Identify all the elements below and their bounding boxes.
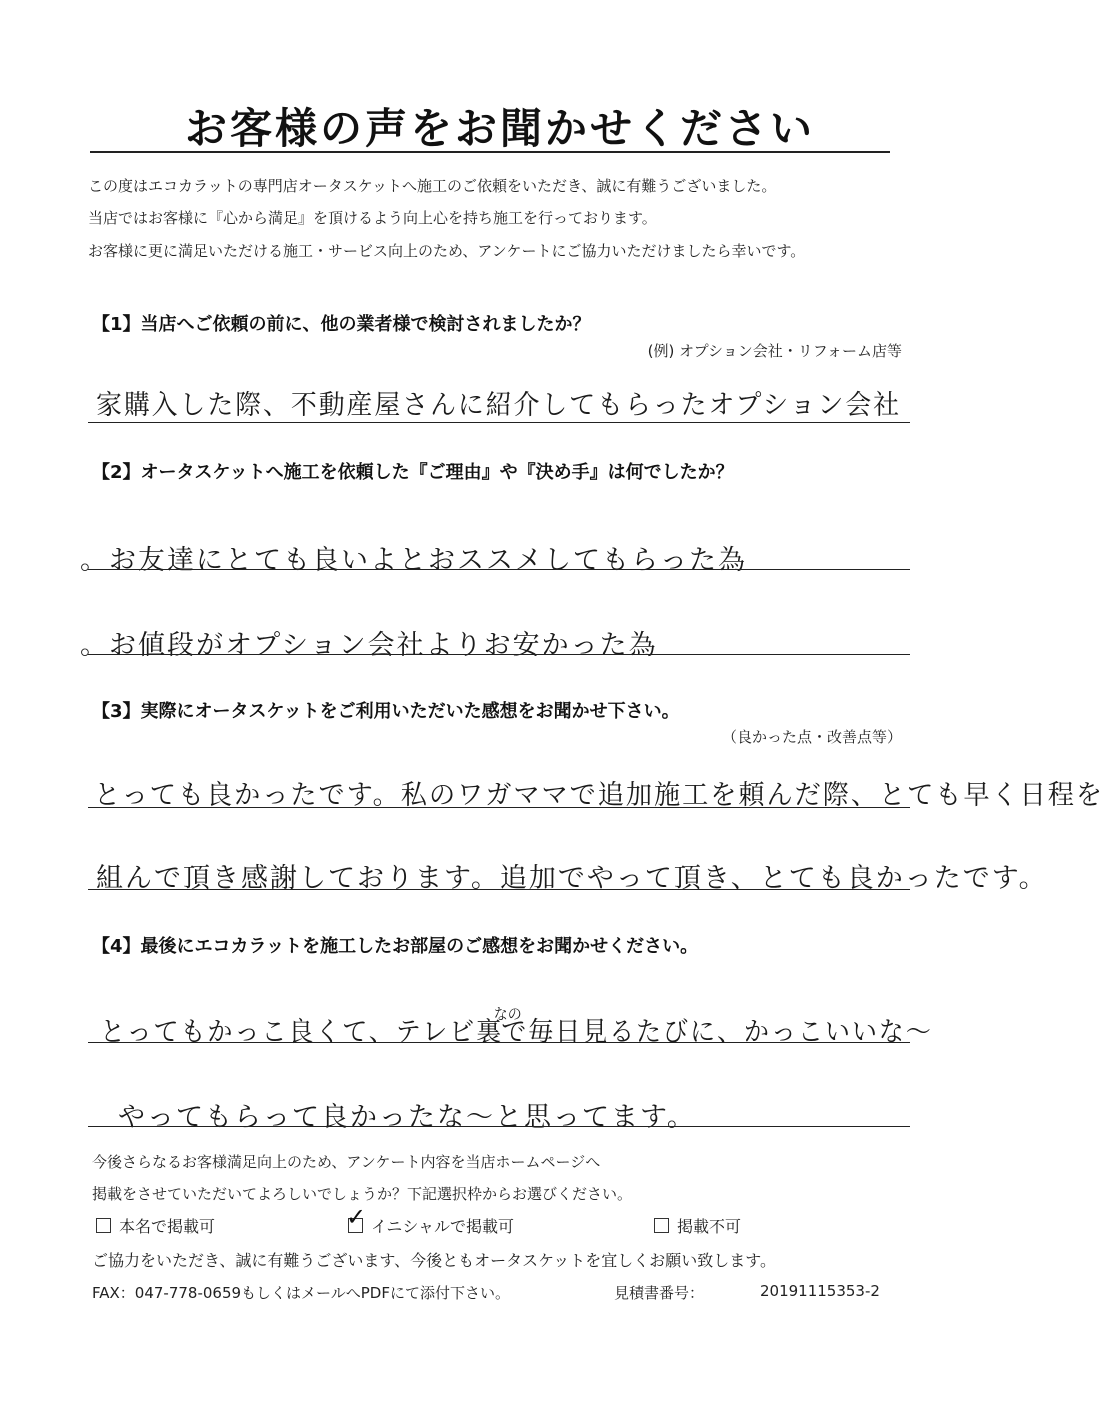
answer-4-insert: なの — [493, 1005, 522, 1023]
question-1-example: (例) オプション会社・リフォーム店等 — [647, 342, 902, 360]
option-initials-label: イニシャルで掲載可 — [371, 1217, 515, 1236]
check-mark-icon: ✓ — [346, 1203, 367, 1231]
checkbox-no-publish[interactable] — [654, 1218, 669, 1233]
title-underline — [90, 151, 890, 153]
option-no-publish[interactable] — [654, 1214, 741, 1237]
question-3: 【3】実際にオータスケットをご利用いただいた感想をお聞かせ下さい。 — [92, 701, 680, 722]
answer-1-rule — [88, 422, 910, 423]
fax-info: FAX：047-778-0659もしくはメールへPDFにて添付下さい。 — [92, 1284, 510, 1302]
estimate-number: 20191115353-2 — [760, 1282, 880, 1300]
answer-2-line-2: 。お値段がオプション会社よりお安かった為 — [80, 630, 658, 661]
intro-line-2: 当店ではお客様に『心から満足』を頂けるよう向上心を持ち施工を行っております。 — [88, 209, 657, 227]
question-1: 【1】当店へご依頼の前に、他の業者様で検討されましたか？ — [92, 314, 591, 335]
answer-4-rule-1 — [88, 1042, 910, 1043]
checkbox-real-name[interactable] — [96, 1218, 111, 1233]
estimate-label: 見積書番号： — [614, 1284, 705, 1302]
answer-4-line-1-part-b: で毎日見るたびに、かっこいいな～ — [501, 1017, 933, 1048]
intro-line-1: この度はエコカラットの専門店オータスケットへ施工のご依頼をいただき、誠に有難うございました。 — [88, 177, 777, 195]
thanks-text: ご協力をいただき、誠に有難うございます、今後ともオータスケットを宜しくお願い致します。 — [92, 1251, 777, 1270]
option-real-name[interactable] — [96, 1214, 215, 1237]
answer-3-rule-1 — [88, 807, 910, 808]
question-2: 【2】オータスケットへ施工を依頼した『ご理由』や『決め手』は何でしたか？ — [92, 462, 734, 483]
checkbox-initials[interactable] — [346, 1203, 367, 1233]
page-title: お客様の声をお聞かせください — [184, 104, 815, 153]
answer-4-line-1-part-a: とってもかっこ良くて、テレビ裏 — [100, 1017, 504, 1048]
consent-line-2: 掲載をさせていただいてよろしいでしょうか？下記選択枠からお選びください。 — [92, 1185, 633, 1203]
consent-line-1: 今後さらなるお客様満足向上のため、アンケート内容を当店ホームページへ — [92, 1153, 601, 1171]
intro-line-3: お客様に更に満足いただける施工・サービス向上のため、アンケートにご協力いただけましたら幸いです。 — [88, 242, 806, 260]
option-real-name-label: 本名で掲載可 — [119, 1217, 216, 1236]
answer-3-line-1: とっても良かったです。私のワガママで追加施工を頼んだ際、とても早く日程を — [94, 780, 1104, 811]
option-initials[interactable] — [346, 1203, 515, 1237]
answer-3-line-2: 組んで頂き感謝しております。追加でやって頂き、とても良かったです。 — [96, 863, 1048, 894]
answer-4-line-1 — [100, 1005, 933, 1049]
answer-2-rule-1 — [88, 569, 910, 570]
question-3-example: （良かった点・改善点等） — [721, 728, 902, 746]
answer-4-rule-2 — [88, 1126, 910, 1127]
answer-3-rule-2 — [88, 889, 910, 890]
answer-2-line-1: 。お友達にとても良いよとおススメしてもらった為 — [80, 545, 747, 576]
option-no-publish-label: 掲載不可 — [677, 1217, 742, 1236]
question-4: 【4】最後にエコカラットを施工したお部屋のご感想をお聞かせください。 — [92, 936, 699, 957]
answer-2-rule-2 — [88, 654, 910, 655]
answer-1: 家購入した際、不動産屋さんに紹介してもらったオプション会社 — [96, 390, 902, 421]
answer-4-line-2: やってもらって良かったな～と思ってます。 — [118, 1102, 696, 1133]
